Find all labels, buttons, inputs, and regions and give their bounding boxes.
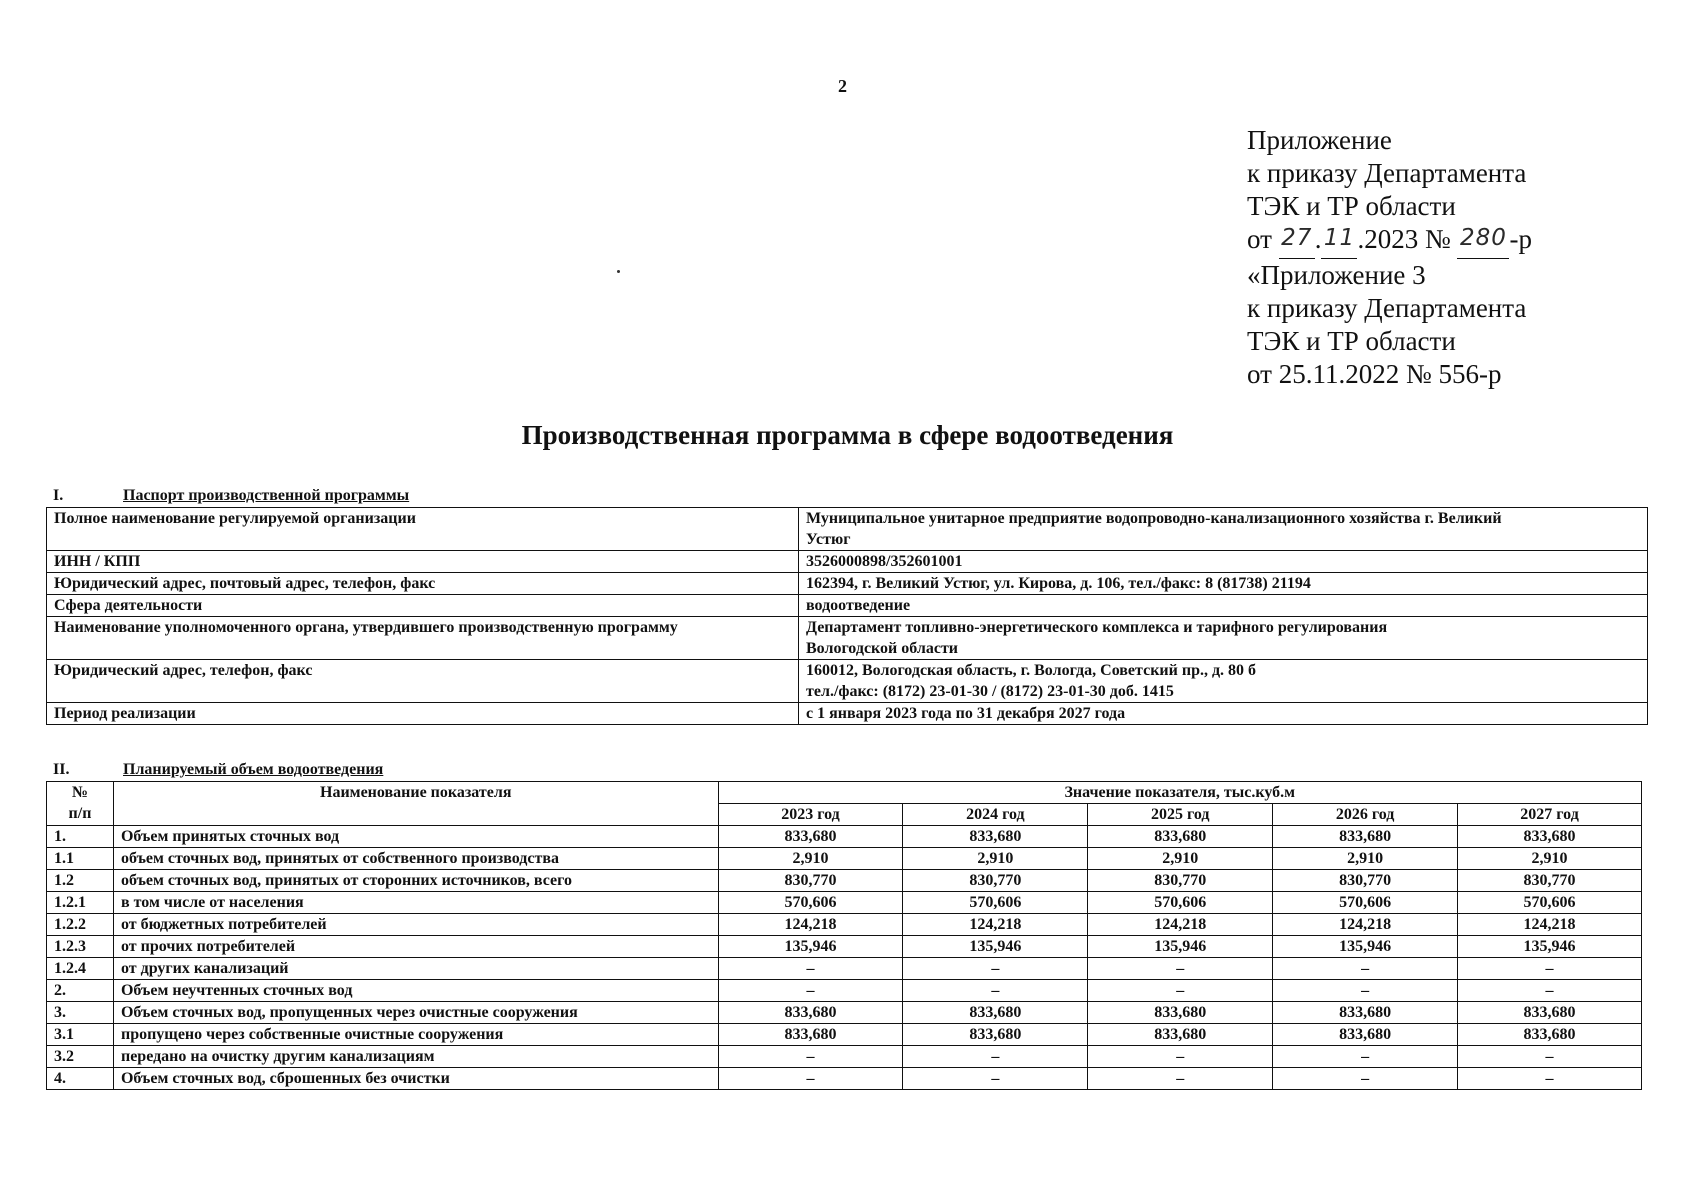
row-value: – [1273, 980, 1458, 1002]
appendix-line: ТЭК и ТР области [1247, 326, 1456, 356]
row-number: 3.2 [47, 1046, 114, 1068]
section-1-heading [53, 487, 409, 505]
passport-value [799, 573, 1648, 595]
row-value: – [903, 1068, 1088, 1090]
table-row [47, 958, 1642, 980]
table-row [47, 1002, 1642, 1024]
row-value: 830,770 [1088, 870, 1273, 892]
table-row [47, 1024, 1642, 1046]
row-value: 833,680 [903, 826, 1088, 848]
row-value: – [1458, 980, 1642, 1002]
passport-label: Период реализации [47, 703, 799, 725]
row-value: – [903, 980, 1088, 1002]
row-number: 1.1 [47, 848, 114, 870]
row-indicator-name: от прочих потребителей [113, 936, 718, 958]
section-number: I. [53, 487, 64, 504]
row-value: 833,680 [1088, 826, 1273, 848]
row-indicator-name: Объем сточных вод, пропущенных через очистные сооружения [113, 1002, 718, 1024]
row-value: – [1088, 980, 1273, 1002]
handwritten-day: 27 [1279, 223, 1315, 259]
document-title: Производственная программа в сфере водоотведения [521, 420, 1174, 450]
table-row [47, 660, 1648, 703]
row-value: – [1273, 1046, 1458, 1068]
row-number: 3. [47, 1002, 114, 1024]
passport-label: Сфера деятельности [47, 595, 799, 617]
row-value: 830,770 [718, 870, 903, 892]
row-value: 124,218 [718, 914, 903, 936]
table-row [47, 551, 1648, 573]
date-prefix: от [1247, 224, 1272, 254]
table-row [47, 870, 1642, 892]
row-indicator-name: объем сточных вод, принятых от собственного производства [113, 848, 718, 870]
appendix-block [1247, 124, 1532, 391]
row-value: – [903, 958, 1088, 980]
passport-label: Наименование уполномоченного органа, утвердившего производственную программу [47, 617, 799, 660]
row-value: 833,680 [1458, 1002, 1642, 1024]
row-value: – [718, 1068, 903, 1090]
row-value: 833,680 [718, 1002, 903, 1024]
passport-label: Юридический адрес, телефон, факс [47, 660, 799, 703]
row-indicator-name: Объем принятых сточных вод [113, 826, 718, 848]
row-indicator-name: от бюджетных потребителей [113, 914, 718, 936]
row-value: 833,680 [1273, 826, 1458, 848]
passport-value-line: Устюг [806, 531, 851, 548]
row-value: 2,910 [1458, 848, 1642, 870]
order-suffix: -р [1509, 224, 1532, 254]
volume-table [46, 781, 1642, 1090]
passport-value-line: 3526000898/352601001 [806, 553, 963, 570]
passport-value [799, 703, 1648, 725]
table-row [47, 1068, 1642, 1090]
appendix-line: от 25.11.2022 № 556-р [1247, 359, 1502, 389]
row-value: 135,946 [1458, 936, 1642, 958]
appendix-order-line: от 27. 11.2023 № 280-р [1247, 223, 1532, 259]
date-year: .2023 № [1357, 224, 1451, 254]
section-number: II. [53, 761, 70, 778]
table-row [47, 892, 1642, 914]
row-value: 135,946 [903, 936, 1088, 958]
row-value: – [718, 980, 903, 1002]
section-title: Планируемый объем водоотведения [123, 761, 384, 778]
row-value: – [1273, 1068, 1458, 1090]
row-value: 833,680 [903, 1002, 1088, 1024]
row-value: 570,606 [1088, 892, 1273, 914]
passport-label: Юридический адрес, почтовый адрес, телефон, факс [47, 573, 799, 595]
passport-value-line: с 1 января 2023 года по 31 декабря 2027 года [806, 705, 1126, 722]
handwritten-month: 11 [1321, 223, 1357, 259]
passport-table [46, 507, 1648, 725]
row-indicator-name: в том числе от населения [113, 892, 718, 914]
passport-value-line: 160012, Вологодская область, г. Вологда, Советский пр., д. 80 б [806, 662, 1257, 679]
row-value: – [1458, 958, 1642, 980]
row-number: 3.1 [47, 1024, 114, 1046]
row-value: 124,218 [1458, 914, 1642, 936]
row-indicator-name: передано на очистку другим канализациям [113, 1046, 718, 1068]
row-value: 135,946 [1273, 936, 1458, 958]
table-row [47, 936, 1642, 958]
passport-value-line: Вологодской области [806, 640, 959, 657]
row-indicator-name: Объем неучтенных сточных вод [113, 980, 718, 1002]
row-number: 1.2 [47, 870, 114, 892]
row-value: 135,946 [718, 936, 903, 958]
row-value: 2,910 [1088, 848, 1273, 870]
page-number: 2 [838, 76, 847, 96]
row-value: 833,680 [1273, 1002, 1458, 1024]
passport-value [799, 595, 1648, 617]
header-year: 2024 год [903, 804, 1088, 826]
row-indicator-name: объем сточных вод, принятых от сторонних источников, всего [113, 870, 718, 892]
row-value: – [903, 1046, 1088, 1068]
row-number: 1.2.4 [47, 958, 114, 980]
header-indicator-name: Наименование показателя [113, 782, 718, 826]
row-value: 833,680 [903, 1024, 1088, 1046]
row-value: 833,680 [1458, 1024, 1642, 1046]
passport-value-line: водоотведение [806, 597, 911, 614]
header-year: 2027 год [1458, 804, 1642, 826]
passport-value-line: Департамент топливно-энергетического комплекса и тарифного регулирования [806, 619, 1388, 636]
appendix-line: Приложение [1247, 125, 1392, 155]
row-value: – [1088, 1068, 1273, 1090]
handwritten-order-number: 280 [1457, 223, 1509, 259]
row-value: 124,218 [1273, 914, 1458, 936]
passport-value [799, 617, 1648, 660]
row-value: 833,680 [1088, 1024, 1273, 1046]
row-value: 570,606 [903, 892, 1088, 914]
row-value: 124,218 [903, 914, 1088, 936]
passport-label: Полное наименование регулируемой организации [47, 508, 799, 551]
appendix-line: «Приложение 3 [1247, 260, 1426, 290]
row-value: 833,680 [718, 1024, 903, 1046]
header-year: 2026 год [1273, 804, 1458, 826]
row-value: 833,680 [718, 826, 903, 848]
row-value: 833,680 [1458, 826, 1642, 848]
row-number: 4. [47, 1068, 114, 1090]
table-row [47, 595, 1648, 617]
header-year: 2023 год [718, 804, 903, 826]
passport-label: ИНН / КПП [47, 551, 799, 573]
scan-speck [617, 270, 620, 273]
row-value: 570,606 [718, 892, 903, 914]
row-indicator-name: Объем сточных вод, сброшенных без очистки [113, 1068, 718, 1090]
row-value: – [718, 958, 903, 980]
row-indicator-name: пропущено через собственные очистные сооружения [113, 1024, 718, 1046]
passport-value [799, 660, 1648, 703]
row-value: 570,606 [1458, 892, 1642, 914]
table-row [47, 617, 1648, 660]
appendix-line: к приказу Департамента [1247, 158, 1527, 188]
row-value: 2,910 [903, 848, 1088, 870]
row-value: 830,770 [903, 870, 1088, 892]
table-row [47, 508, 1648, 551]
table-row [47, 914, 1642, 936]
row-number: 1.2.1 [47, 892, 114, 914]
header-year: 2025 год [1088, 804, 1273, 826]
table-row [47, 826, 1642, 848]
row-value: 830,770 [1273, 870, 1458, 892]
row-number: 2. [47, 980, 114, 1002]
row-value: 570,606 [1273, 892, 1458, 914]
row-value: 135,946 [1088, 936, 1273, 958]
row-value: – [1458, 1046, 1642, 1068]
table-row [47, 573, 1648, 595]
header-value-group: Значение показателя, тыс.куб.м [718, 782, 1641, 804]
row-value: – [1458, 1068, 1642, 1090]
table-row [47, 980, 1642, 1002]
passport-value [799, 508, 1648, 551]
row-value: 830,770 [1458, 870, 1642, 892]
row-value: 2,910 [1273, 848, 1458, 870]
row-value: – [718, 1046, 903, 1068]
section-2-heading [53, 761, 383, 779]
header-number: № п/п [47, 782, 114, 826]
passport-value-line: тел./факс: (8172) 23-01-30 / (8172) 23-01-30 доб. 1415 [806, 683, 1174, 700]
row-value: 124,218 [1088, 914, 1273, 936]
row-value: – [1088, 958, 1273, 980]
row-number: 1. [47, 826, 114, 848]
table-header-row [47, 782, 1642, 804]
row-indicator-name: от других канализаций [113, 958, 718, 980]
passport-value [799, 551, 1648, 573]
row-value: 833,680 [1273, 1024, 1458, 1046]
passport-value-line: 162394, г. Великий Устюг, ул. Кирова, д. 106, тел./факс: 8 (81738) 21194 [806, 575, 1311, 592]
table-row [47, 703, 1648, 725]
row-value: 2,910 [718, 848, 903, 870]
row-value: – [1273, 958, 1458, 980]
row-value: 833,680 [1088, 1002, 1273, 1024]
table-row [47, 1046, 1642, 1068]
section-title: Паспорт производственной программы [123, 487, 410, 504]
row-number: 1.2.2 [47, 914, 114, 936]
appendix-line: ТЭК и ТР области [1247, 191, 1456, 221]
row-value: – [1088, 1046, 1273, 1068]
row-number: 1.2.3 [47, 936, 114, 958]
table-row [47, 848, 1642, 870]
appendix-line: к приказу Департамента [1247, 293, 1527, 323]
passport-value-line: Муниципальное унитарное предприятие водопроводно-канализационного хозяйства г. Великий [806, 510, 1502, 527]
